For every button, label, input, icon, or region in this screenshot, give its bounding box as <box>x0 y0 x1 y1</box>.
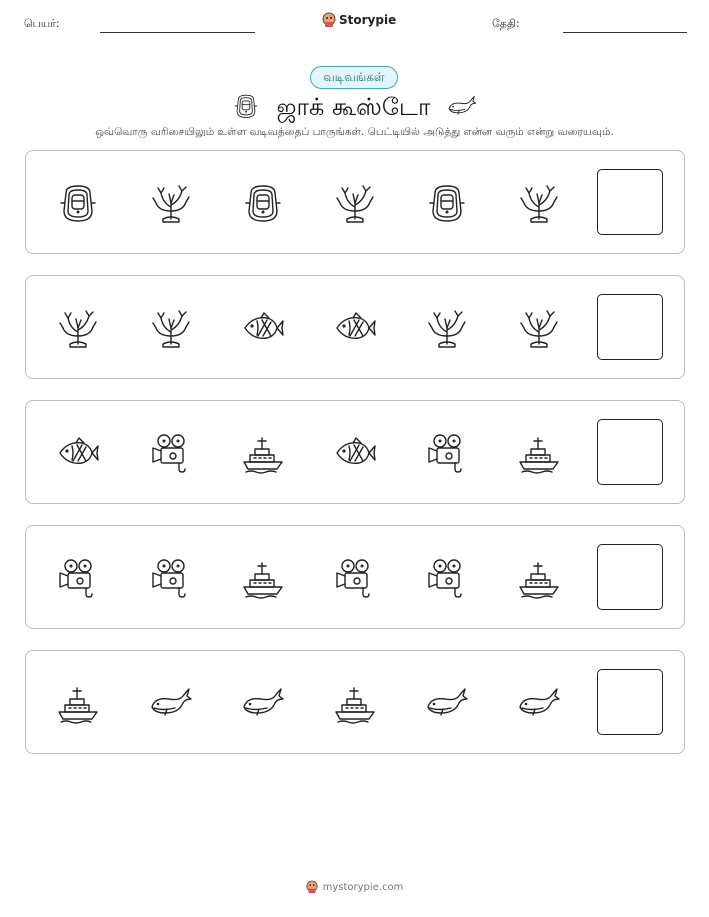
whale-icon <box>447 91 477 121</box>
fish-icon <box>56 431 100 475</box>
fish-icon <box>241 306 285 350</box>
whale-icon <box>517 681 561 725</box>
whale-icon <box>149 681 193 725</box>
date-line <box>563 32 687 33</box>
ship-icon <box>241 556 285 600</box>
date-label: தேதி: <box>492 17 520 30</box>
instructions-text: ஒவ்வொரு வரிசையிலும் உள்ள வடிவத்தைப் பாருங்கள். பெட்டியில் அடுத்து என்ன வரும் என்று வரையவும். <box>95 126 614 138</box>
answer-box[interactable] <box>597 669 663 735</box>
ship-icon <box>56 681 100 725</box>
coral-icon <box>333 181 377 225</box>
diving-helmet-icon <box>241 181 285 225</box>
coral-icon <box>425 306 469 350</box>
ship-icon <box>241 431 285 475</box>
coral-icon <box>149 181 193 225</box>
title-left-icon <box>232 92 260 124</box>
fish-icon <box>333 431 377 475</box>
brand-name: Storypie <box>339 13 397 27</box>
pattern-row <box>25 400 685 504</box>
name-line <box>100 32 255 33</box>
pattern-rows <box>25 150 685 775</box>
answer-box[interactable] <box>597 419 663 485</box>
movie-camera-icon <box>149 431 193 475</box>
title-right-icon <box>447 91 477 125</box>
name-label: பெயர்: <box>24 17 60 30</box>
movie-camera-icon <box>333 556 377 600</box>
title-row <box>0 91 709 125</box>
topic-badge: வடிவங்கள் <box>310 66 398 89</box>
movie-camera-icon <box>149 556 193 600</box>
storypie-mascot-icon <box>322 12 336 28</box>
movie-camera-icon <box>425 556 469 600</box>
coral-icon <box>517 181 561 225</box>
pattern-row <box>25 275 685 379</box>
diving-helmet-icon <box>232 92 260 120</box>
coral-icon <box>517 306 561 350</box>
ship-icon <box>517 431 561 475</box>
coral-icon <box>149 306 193 350</box>
pattern-row <box>25 525 685 629</box>
footer <box>0 880 709 894</box>
diving-helmet-icon <box>425 181 469 225</box>
worksheet-title: ஜாக் கூஸ்டோ <box>276 92 431 121</box>
brand-logo <box>322 12 396 28</box>
answer-box[interactable] <box>597 294 663 360</box>
answer-box[interactable] <box>597 169 663 235</box>
fish-icon <box>333 306 377 350</box>
ship-icon <box>517 556 561 600</box>
diving-helmet-icon <box>56 181 100 225</box>
coral-icon <box>56 306 100 350</box>
worksheet-header <box>0 0 709 40</box>
storypie-mascot-icon <box>306 880 318 894</box>
ship-icon <box>333 681 377 725</box>
answer-box[interactable] <box>597 544 663 610</box>
movie-camera-icon <box>56 556 100 600</box>
whale-icon <box>425 681 469 725</box>
pattern-row <box>25 150 685 254</box>
footer-url: mystorypie.com <box>322 881 404 893</box>
pattern-row <box>25 650 685 754</box>
whale-icon <box>241 681 285 725</box>
movie-camera-icon <box>425 431 469 475</box>
